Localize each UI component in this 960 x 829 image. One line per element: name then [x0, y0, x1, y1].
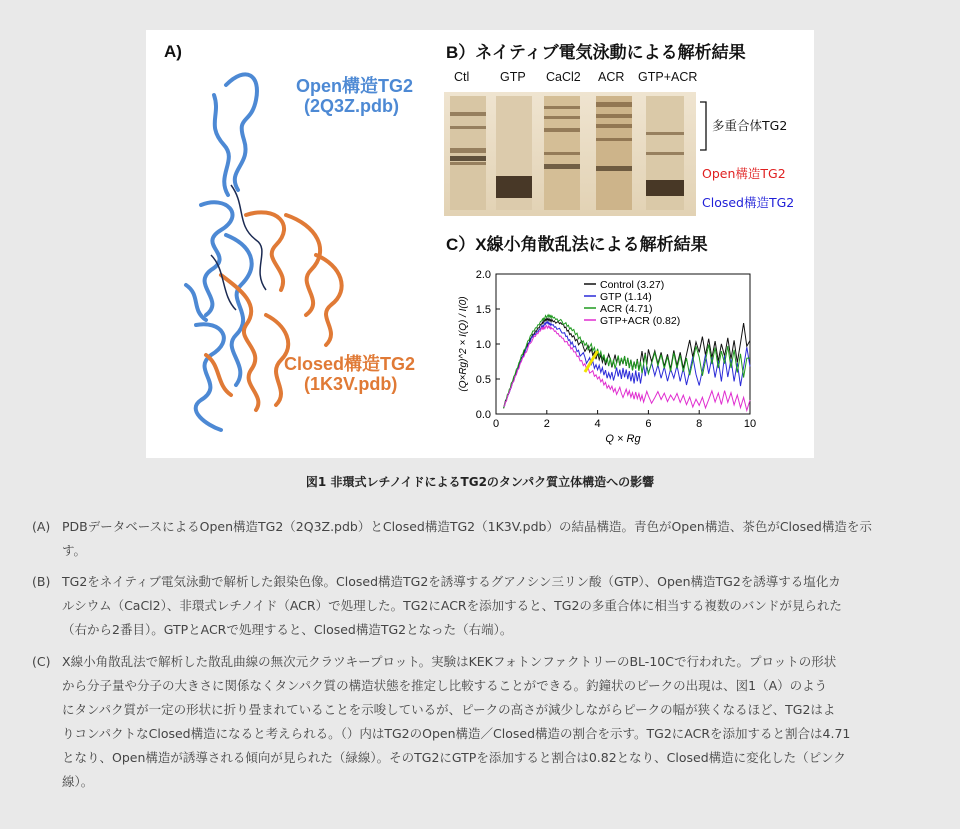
x-tick-label: 0 — [492, 418, 500, 430]
note-line: （右から2番目）。GTPとACRで処理すると、Closed構造TG2となった（右端）。 — [62, 622, 513, 637]
note-line: りコンパクトなClosed構造になると考えられる。（）内はTG2のOpen構造／Closed構造の割合を示す。TG2にACRを添加すると割合は4.71 — [62, 726, 851, 741]
open-structure-ribbon — [186, 74, 257, 430]
note-tag: (C) — [32, 654, 51, 669]
y-tick-label: 2.0 — [475, 269, 491, 281]
y-tick-label: 1.5 — [475, 304, 491, 316]
note-line: す。 — [62, 543, 87, 558]
note-tag: (B) — [32, 574, 51, 589]
lane-label: Ctl — [454, 70, 470, 84]
legend-entry: GTP (1.14) — [600, 291, 652, 303]
open-structure-title: Open構造TG2 — [296, 76, 414, 96]
y-tick-label: 0.0 — [475, 409, 491, 421]
open-band-annotation: Open構造TG2 — [702, 166, 786, 181]
lane-label: GTP — [500, 70, 526, 84]
y-axis-label: (Q×Rg)^2 × I(Q) / I(0) — [458, 296, 469, 392]
multimer-annotation: 多重合体TG2 — [712, 118, 788, 133]
note-line: PDBデータベースによるOpen構造TG2（2Q3Z.pdb）とClosed構造TG2（1K3V.pdb）の結晶構造。青色がOpen構造、茶色がClosed構造を示 — [62, 519, 872, 534]
panel-c-label: C）X線小角散乱法による解析結果 — [446, 235, 708, 254]
gel-lane — [596, 96, 632, 210]
note-line: ルシウム（CaCl2）、非環式レチノイド（ACR）で処理した。TG2にACRを添加すると、TG2の多重合体に相当する複数のバンドが見られた — [62, 598, 842, 613]
open-structure-pdb: (2Q3Z.pdb) — [304, 96, 399, 116]
figure-caption: 図1 非環式レチノイドによるTG2のタンパク質立体構造への影響 — [305, 475, 655, 489]
x-tick-label: 2 — [543, 418, 550, 430]
x-tick-label: 10 — [743, 418, 757, 430]
legend-entry: ACR (4.71) — [600, 303, 653, 315]
x-tick-label: 8 — [696, 418, 703, 430]
gel-lane-labels — [442, 70, 702, 86]
lane-label: CaCl2 — [546, 70, 581, 84]
closed-structure-pdb: (1K3V.pdb) — [304, 374, 398, 394]
y-tick-label: 1.0 — [475, 339, 491, 351]
closed-structure-title: Closed構造TG2 — [284, 354, 416, 374]
figure-panel — [146, 30, 814, 458]
multimer-bracket — [698, 100, 710, 152]
note-line: となり、Open構造が誘導される傾向が見られた（緑線）。そのTG2にGTPを添加すると割合は0.82となり、Closed構造に変化した（ピンク — [62, 750, 846, 765]
x-tick-label: 4 — [594, 418, 601, 430]
lane-label: GTP+ACR — [638, 70, 698, 84]
note-line: TG2をネイティブ電気泳動で解析した銀染色像。Closed構造TG2を誘導するグアノシン三リン酸（GTP）、Open構造TG2を誘導する塩化カ — [62, 574, 841, 589]
kratky-plot — [452, 258, 772, 458]
x-axis-label: Q × Rg — [605, 433, 641, 445]
note-tag: (A) — [32, 519, 51, 534]
note-line: にタンパク質が一定の形状に折り畳まれていることを示唆しているが、ピークの高さが減少しながらピークの幅が狭くなるほど、TG2はよ — [62, 702, 836, 717]
note-line: から分子量や分子の大きさに関係なくタンパク質の構造状態を推定し比較することができる。釣鐘状のピークの出現は、図1（A）のよう — [62, 678, 828, 693]
closed-band-annotation: Closed構造TG2 — [702, 195, 795, 210]
panel-b-label: B）ネイティブ電気泳動による解析結果 — [446, 43, 746, 62]
legend-entry: GTP+ACR (0.82) — [600, 315, 681, 327]
note-line: X線小角散乱法で解析した散乱曲線の無次元クラツキープロット。実験はKEKフォトンファクトリーのBL-10Cで行われた。プロットの形状 — [62, 654, 837, 669]
lane-label: ACR — [598, 70, 625, 84]
note-line: 線）。 — [62, 774, 94, 789]
gel-image — [444, 92, 696, 216]
y-tick-label: 0.5 — [475, 374, 491, 386]
panel-a-label: A) — [164, 42, 182, 61]
legend-entry: Control (3.27) — [600, 279, 665, 291]
x-tick-label: 6 — [645, 418, 652, 430]
